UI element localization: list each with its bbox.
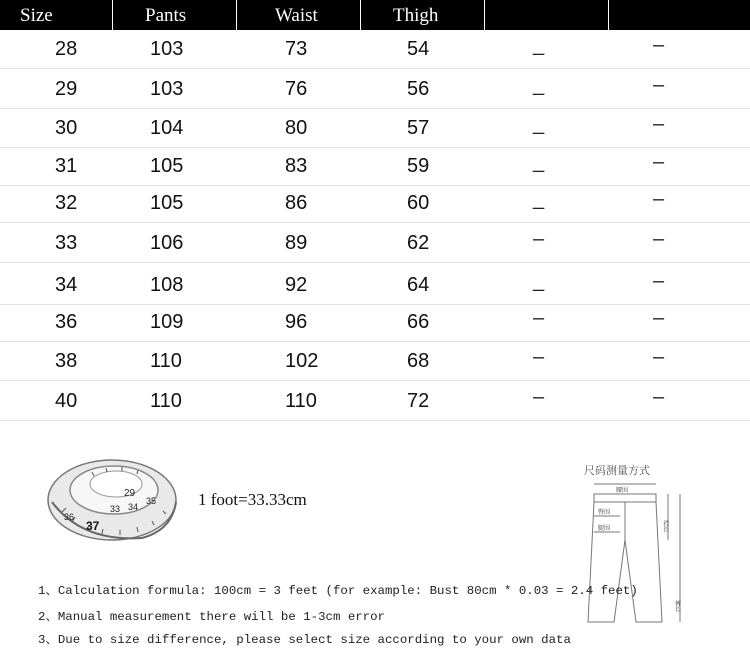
cell-thigh: 64 [407, 274, 430, 296]
diagram-title: 尺码测量方式 [584, 464, 650, 477]
cell-extra-1: _ [533, 34, 545, 56]
cell-extra-2: – [653, 346, 665, 368]
label-waist: 腰围 [616, 487, 629, 494]
cell-extra-2: – [653, 113, 665, 135]
cell-size: 33 [55, 232, 78, 254]
measuring-tape-icon [42, 442, 182, 552]
cell-waist: 76 [285, 78, 308, 100]
pants-measurement-diagram [580, 462, 692, 632]
label-length: 裤长 [673, 600, 681, 612]
cell-size: 38 [55, 350, 78, 372]
cell-pants: 104 [150, 117, 184, 139]
cell-waist: 80 [285, 117, 308, 139]
table-row [0, 384, 750, 421]
cell-extra-2: – [653, 386, 665, 408]
table-row [0, 32, 750, 69]
cell-thigh: 66 [407, 311, 430, 333]
cell-pants: 109 [150, 311, 184, 333]
cell-extra-1: _ [533, 151, 545, 173]
cell-thigh: 72 [407, 390, 430, 412]
cell-waist: 96 [285, 311, 308, 333]
header-waist: Waist [237, 0, 361, 30]
note-3: 3、Due to size difference, please select size according to your own data [38, 633, 571, 647]
cell-extra-2: – [653, 151, 665, 173]
cell-waist: 86 [285, 192, 308, 214]
cell-pants: 110 [150, 350, 182, 372]
cell-extra-1: – [533, 386, 545, 408]
table-row [0, 226, 750, 263]
cell-size: 34 [55, 274, 78, 296]
cell-extra-1: – [533, 307, 545, 329]
cell-extra-2: – [653, 270, 665, 292]
table-row [0, 305, 750, 342]
table-row [0, 111, 750, 148]
cell-waist: 92 [285, 274, 308, 296]
cell-thigh: 54 [407, 38, 430, 60]
cell-thigh: 68 [407, 350, 430, 372]
cell-thigh: 60 [407, 192, 430, 214]
note-1: 1、Calculation formula: 100cm = 3 feet (for example: Bust 80cm * 0.03 = 2.4 feet) [38, 584, 638, 598]
cell-waist: 102 [285, 350, 319, 372]
cell-size: 31 [55, 155, 78, 177]
foot-conversion: 1 foot=33.33cm [198, 490, 307, 509]
cell-thigh: 59 [407, 155, 430, 177]
header-blank-1 [485, 0, 609, 30]
cell-pants: 103 [150, 78, 184, 100]
cell-size: 29 [55, 78, 78, 100]
label-rise: 裆长 [661, 520, 669, 532]
cell-pants: 110 [150, 390, 182, 412]
cell-pants: 105 [150, 192, 184, 214]
cell-pants: 108 [150, 274, 184, 296]
cell-thigh: 56 [407, 78, 430, 100]
cell-waist: 73 [285, 38, 308, 60]
cell-extra-1: _ [533, 113, 545, 135]
header-blank-2 [608, 0, 750, 30]
cell-extra-2: – [653, 188, 665, 210]
tape-number: 33 [110, 504, 121, 514]
cell-pants: 105 [150, 155, 184, 177]
cell-thigh: 57 [407, 117, 430, 139]
cell-extra-2: – [653, 34, 665, 56]
cell-extra-1: _ [533, 188, 545, 210]
note-2: 2、Manual measurement there will be 1-3cm error [38, 610, 385, 624]
cell-size: 30 [55, 117, 78, 139]
table-row [0, 268, 750, 305]
header-pants: Pants [113, 0, 237, 30]
header-size: Size [0, 0, 113, 30]
cell-size: 40 [55, 390, 78, 412]
cell-waist: 83 [285, 155, 308, 177]
cell-extra-2: – [653, 228, 665, 250]
tape-number: 34 [128, 502, 139, 512]
cell-extra-2: – [653, 307, 665, 329]
tape-number: 36 [64, 512, 75, 522]
cell-extra-1: – [533, 228, 545, 250]
tape-number: 37 [86, 519, 100, 533]
cell-extra-1: _ [533, 74, 545, 96]
table-row [0, 344, 750, 381]
table-header [0, 0, 750, 30]
cell-size: 32 [55, 192, 78, 214]
table-row [0, 149, 750, 186]
cell-extra-1: – [533, 346, 545, 368]
tape-number: 35 [146, 496, 157, 506]
cell-waist: 89 [285, 232, 308, 254]
cell-size: 28 [55, 38, 78, 60]
cell-waist: 110 [285, 390, 317, 412]
cell-size: 36 [55, 311, 78, 333]
cell-extra-1: _ [533, 270, 545, 292]
table-row [0, 72, 750, 109]
cell-pants: 103 [150, 38, 184, 60]
cell-pants: 106 [150, 232, 184, 254]
tape-number: 29 [124, 488, 136, 499]
label-hip: 臀围 [598, 509, 611, 516]
table-row [0, 186, 750, 223]
label-thigh: 腿围 [598, 525, 611, 532]
header-thigh: Thigh [361, 0, 485, 30]
cell-extra-2: – [653, 74, 665, 96]
cell-thigh: 62 [407, 232, 430, 254]
